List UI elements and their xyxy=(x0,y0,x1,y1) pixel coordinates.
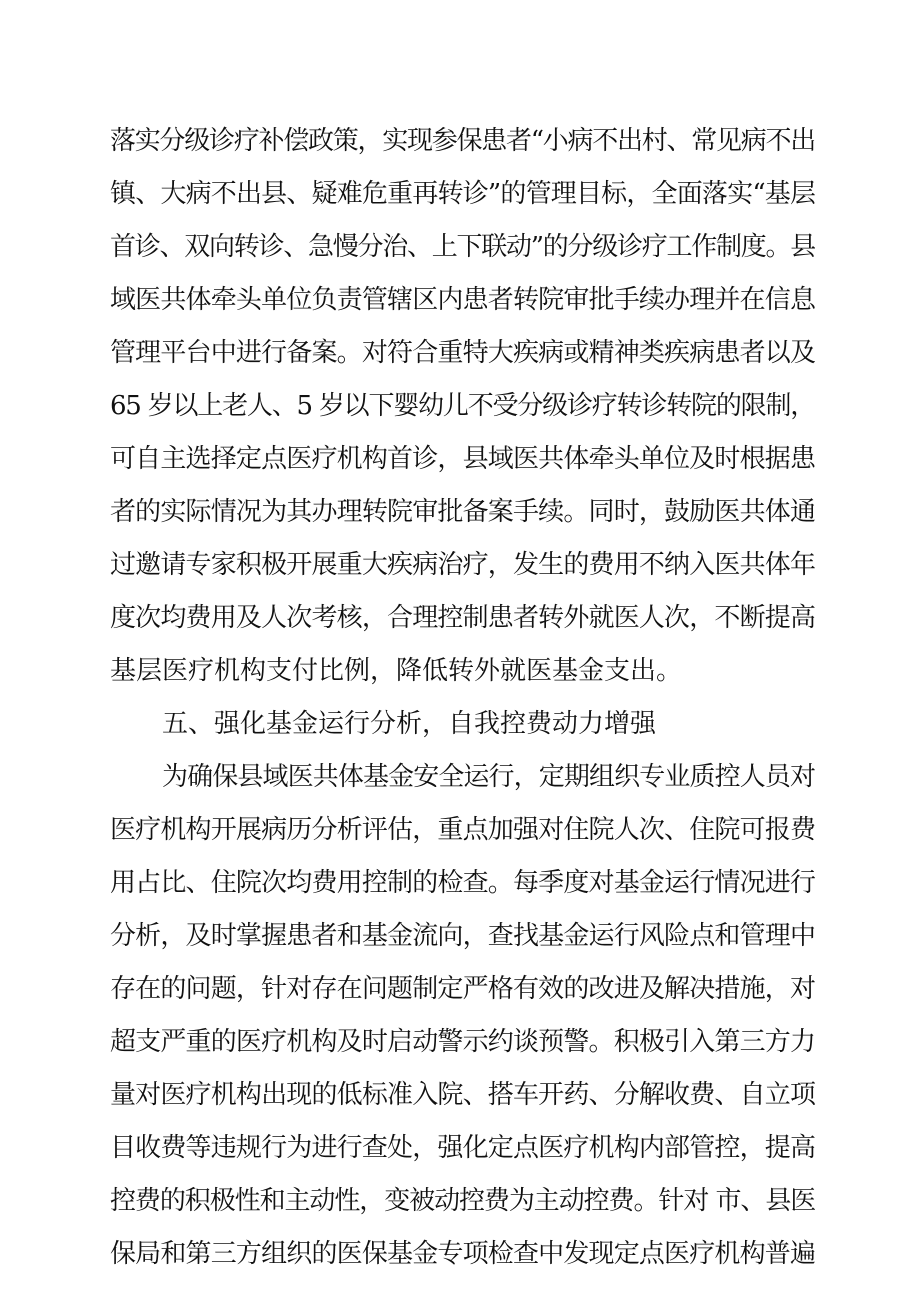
section-heading: 五、强化基金运行分析，自我控费动力增强 xyxy=(162,709,657,739)
text-line: 医疗机构开展病历分析评估，重点加强对住院人次、住院可报费 xyxy=(110,815,815,845)
text-line: 量对医疗机构出现的低标准入院、搭车开药、分解收费、自立项 xyxy=(110,1080,815,1110)
text-line: 过邀请专家积极开展重大疾病治疗，发生的费用不纳入医共体年 xyxy=(110,550,815,580)
text-line: 域医共体牵头单位负责管辖区内患者转院审批手续办理并在信息 xyxy=(110,285,815,315)
text-line: 度次均费用及人次考核，合理控制患者转外就医人次，不断提高 xyxy=(110,603,815,633)
text-line: 首诊、双向转诊、急慢分治、上下联动”的分级诊疗工作制度。县 xyxy=(110,232,815,262)
text-line: 用占比、住院次均费用控制的检查。每季度对基金运行情况进行 xyxy=(110,868,815,898)
text-line: 控费的积极性和主动性，变被动控费为主动控费。针对 市、县医 xyxy=(110,1186,815,1216)
text-line: 管理平台中进行备案。对符合重特大疾病或精神类疾病患者以及 xyxy=(110,338,815,368)
text-line: 保局和第三方组织的医保基金专项检查中发现定点医疗机构普遍 xyxy=(110,1239,815,1269)
text-line: 者的实际情况为其办理转院审批备案手续。同时，鼓励医共体通 xyxy=(110,497,815,527)
text-line: 超支严重的医疗机构及时启动警示约谈预警。积极引入第三方力 xyxy=(110,1027,815,1057)
text-line: 落实分级诊疗补偿政策，实现参保患者“小病不出村、常见病不出 xyxy=(110,126,815,156)
text-line: 基层医疗机构支付比例，降低转外就医基金支出。 xyxy=(110,656,683,686)
document-body xyxy=(110,115,815,1281)
text-line: 分析，及时掌握患者和基金流向，查找基金运行风险点和管理中 xyxy=(110,921,815,951)
text-line: 目收费等违规行为进行查处，强化定点医疗机构内部管控，提高 xyxy=(110,1133,815,1163)
text-line: 为确保县域医共体基金安全运行，定期组织专业质控人员对 xyxy=(162,762,815,792)
text-line: 65 岁以上老人、5 岁以下婴幼儿不受分级诊疗转诊转院的限制， xyxy=(110,391,815,421)
text-line: 可自主选择定点医疗机构首诊，县域医共体牵头单位及时根据患 xyxy=(110,444,815,474)
text-line: 镇、大病不出县、疑难危重再转诊”的管理目标，全面落实“基层 xyxy=(110,179,815,209)
text-line: 存在的问题，针对存在问题制定严格有效的改进及解决措施，对 xyxy=(110,974,815,1004)
